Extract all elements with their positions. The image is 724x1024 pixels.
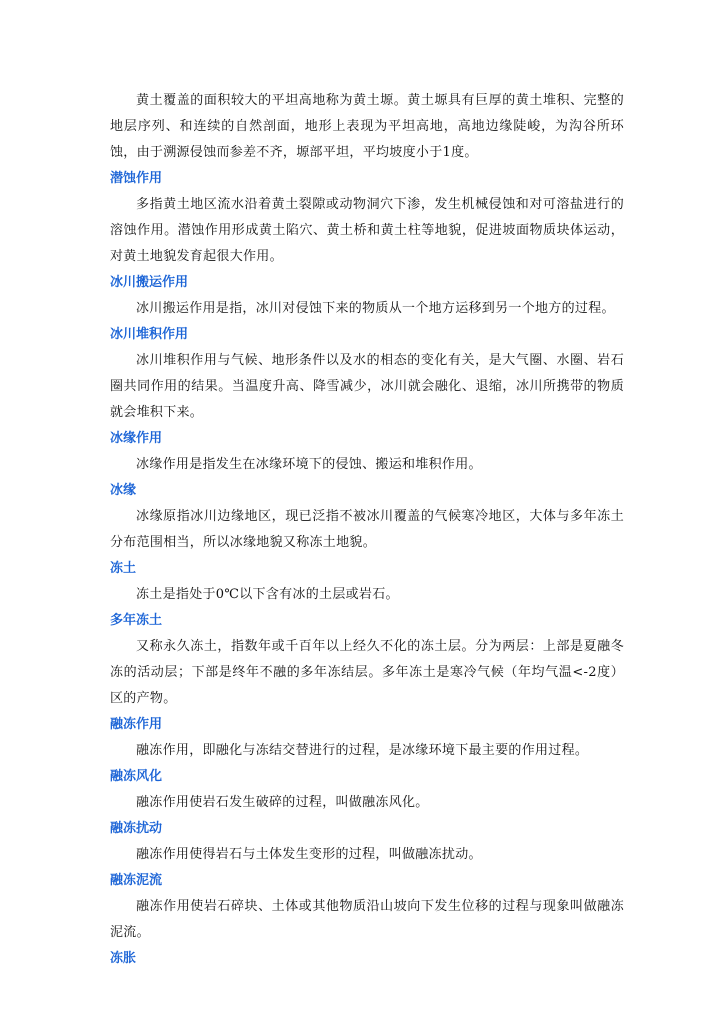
section-heading: 融冻作用	[110, 717, 163, 732]
section-heading: 冻土	[110, 561, 137, 576]
intro-paragraph: 黄土覆盖的面积较大的平坦高地称为黄土塬。黄土塬具有巨厚的黄土堆积、完整的地层序列、和连续的自然剖面，地形上表现为平坦高地，高地边缘陡峻，为沟谷所环蚀，由于溯源侵蚀而参差不齐，塬部平坦，平均坡度小于1度。	[110, 93, 624, 160]
section-body: 冻土是指处于0℃以下含有冰的土层或岩石。	[136, 587, 399, 602]
section-body: 冰缘原指冰川边缘地区，现已泛指不被冰川覆盖的气候寒冷地区，大体与多年冻土分布范围相当，所以冰缘地貌又称冻土地貌。	[110, 509, 624, 550]
section-heading: 冰川堆积作用	[110, 327, 189, 342]
section-body: 融冻作用使得岩石与土体发生变形的过程，叫做融冻扰动。	[136, 847, 482, 862]
section-body: 冰缘作用是指发生在冰缘环境下的侵蚀、搬运和堆积作用。	[136, 457, 482, 472]
section-heading: 冰缘	[110, 483, 137, 498]
section-heading: 潜蚀作用	[110, 171, 163, 186]
section-heading: 冰缘作用	[110, 431, 163, 446]
section-heading: 冰川搬运作用	[110, 275, 189, 290]
section-frozen-ground	[110, 556, 624, 608]
section-body: 融冻作用使岩石发生破碎的过程，叫做融冻风化。	[136, 795, 429, 810]
section-heading: 融冻泥流	[110, 873, 163, 888]
section-frost-heave	[110, 946, 624, 972]
section-permafrost	[110, 608, 624, 712]
section-periglacial	[110, 478, 624, 556]
section-body: 融冻作用使岩石碎块、土体或其他物质沿山坡向下发生位移的过程与现象叫做融冻泥流。	[110, 899, 624, 940]
section-cryoturbation	[110, 816, 624, 868]
section-solifluction	[110, 868, 624, 946]
section-body: 冰川堆积作用与气候、地形条件以及水的相态的变化有关，是大气圈、水圈、岩石圈共同作用的结果。当温度升高、降雪减少，冰川就会融化、退缩，冰川所携带的物质就会堆积下来。	[110, 353, 624, 420]
section-body: 冰川搬运作用是指，冰川对侵蚀下来的物质从一个地方运移到另一个地方的过程。	[136, 301, 615, 316]
section-body: 融冻作用，即融化与冻结交替进行的过程，是冰缘环境下最主要的作用过程。	[136, 743, 589, 758]
section-glacier-transport	[110, 270, 624, 322]
section-heading: 融冻扰动	[110, 821, 163, 836]
section-body: 多指黄土地区流水沿着黄土裂隙或动物洞穴下渗，发生机械侵蚀和对可溶盐进行的溶蚀作用。潜蚀作用形成黄土陷穴、黄土桥和黄土柱等地貌，促进坡面物质块体运动，对黄土地貌发育起很大作用。	[110, 197, 624, 264]
section-heading: 融冻风化	[110, 769, 163, 784]
section-freeze-thaw	[110, 712, 624, 764]
section-qianshi	[110, 166, 624, 270]
section-body: 又称永久冻土，指数年或千百年以上经久不化的冻土层。分为两层：上部是夏融冬冻的活动层；下部是终年不融的多年冻结层。多年冻土是寒冷气候（年均气温<-2度）区的产物。	[110, 639, 624, 706]
section-heading: 多年冻土	[110, 613, 163, 628]
section-heading: 冻胀	[110, 951, 137, 966]
section-periglacial-process	[110, 426, 624, 478]
section-freeze-thaw-weathering	[110, 764, 624, 816]
section-glacier-deposition	[110, 322, 624, 426]
